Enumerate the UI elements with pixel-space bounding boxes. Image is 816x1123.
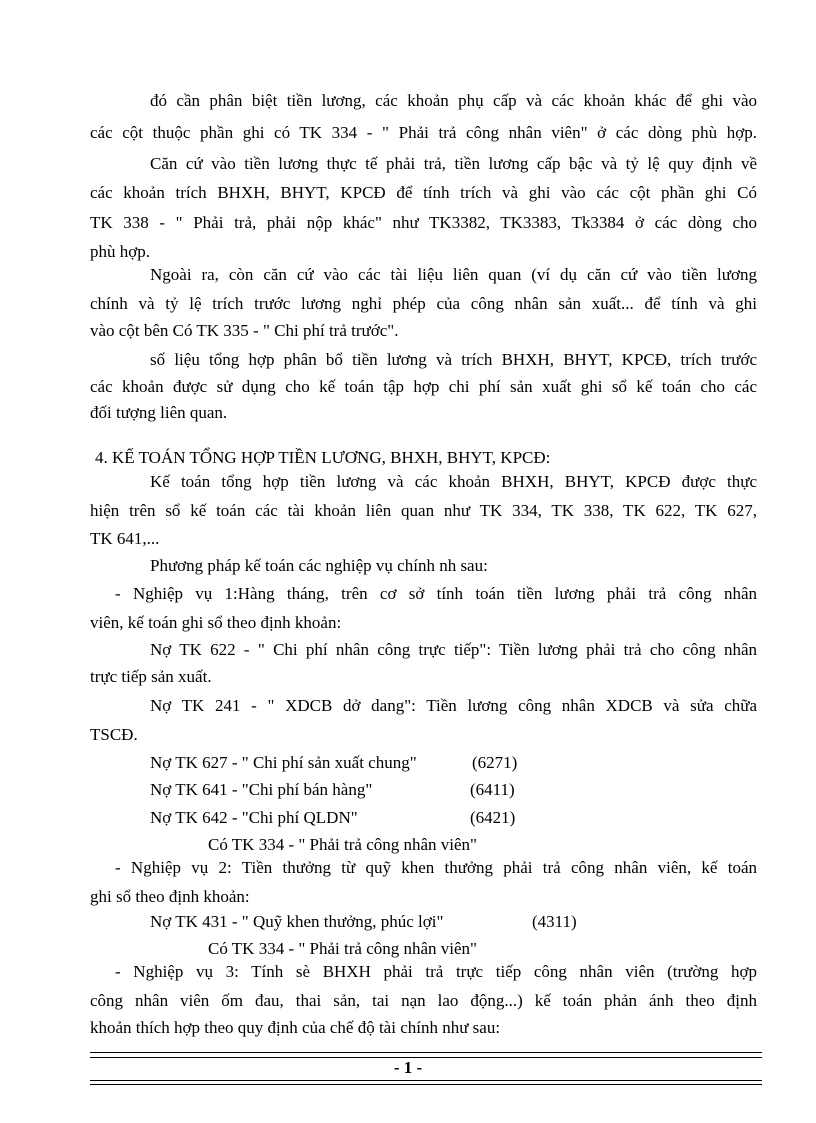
text-line: trực tiếp sản xuất. bbox=[90, 667, 212, 686]
text-line: Căn cứ vào tiền lương thực tế phải trả, tiền lương cấp bậc và tỷ lệ quy định về bbox=[150, 154, 757, 173]
entry-line: Nợ TK 627 - " Chi phí sản xuất chung" bbox=[150, 753, 417, 772]
entry-line: Có TK 334 - " Phải trả công nhân viên" bbox=[208, 939, 477, 958]
bullet-line: - Nghiệp vụ 3: Tính sè BHXH phải trả trực tiếp công nhân viên (trường hợp bbox=[115, 962, 757, 981]
entry-line: Nợ TK 642 - "Chi phí QLDN" bbox=[150, 808, 358, 827]
entry-line: Nợ TK 241 - " XDCB dở dang": Tiền lương công nhân XDCB và sửa chữa bbox=[150, 696, 757, 715]
entry-code: (4311) bbox=[532, 912, 577, 931]
bullet-line: - Nghiệp vụ 1:Hàng tháng, trên cơ sở tính toán tiền lương phải trả công nhân bbox=[115, 584, 757, 603]
text-line: các khoản được sử dụng cho kế toán tập hợp chi phí sản xuất ghi sổ kế toán cho các bbox=[90, 377, 757, 396]
text-line: viên, kế toán ghi sổ theo định khoản: bbox=[90, 613, 342, 632]
footer-rule bbox=[90, 1080, 762, 1081]
section-heading: 4. KẾ TOÁN TỔNG HỢP TIỀN LƯƠNG, BHXH, BHYT, KPCĐ: bbox=[95, 448, 551, 467]
text-line: các khoản trích BHXH, BHYT, KPCĐ để tính trích và ghi vào các cột phần ghi Có bbox=[90, 183, 757, 202]
entry-code: (6411) bbox=[470, 780, 515, 799]
footer-rule bbox=[90, 1052, 762, 1053]
page-number: - 1 - bbox=[393, 1058, 423, 1077]
bullet-line: - Nghiệp vụ 2: Tiền thưởng từ quỹ khen thưởng phải trả công nhân viên, kế toán bbox=[115, 858, 757, 877]
entry-line: Nợ TK 622 - " Chi phí nhân công trực tiếp": Tiền lương phải trả cho công nhân bbox=[150, 640, 757, 659]
text-line: chính và tỷ lệ trích trước lương nghỉ phép của công nhân sản xuất... để tính và ghi bbox=[90, 294, 757, 313]
entry-line: Nợ TK 431 - " Quỹ khen thưởng, phúc lợi" bbox=[150, 912, 444, 931]
entry-code: (6271) bbox=[472, 753, 518, 772]
text-line: TSCĐ. bbox=[90, 725, 138, 744]
text-line: Ngoài ra, còn căn cứ vào các tài liệu liên quan (ví dụ căn cứ vào tiền lương bbox=[150, 265, 757, 284]
text-line: số liệu tổng hợp phân bổ tiền lương và trích BHXH, BHYT, KPCĐ, trích trước bbox=[150, 350, 757, 369]
text-line: Kế toán tổng hợp tiền lương và các khoản BHXH, BHYT, KPCĐ được thực bbox=[150, 472, 757, 491]
text-line: vào cột bên Có TK 335 - " Chi phí trả trước". bbox=[90, 321, 399, 340]
text-line: TK 641,... bbox=[90, 529, 160, 548]
entry-line: Có TK 334 - " Phải trả công nhân viên" bbox=[208, 835, 477, 854]
text-line: khoản thích hợp theo quy định của chế độ tài chính như sau: bbox=[90, 1018, 501, 1037]
text-line: hiện trên sổ kế toán các tài khoản liên quan như TK 334, TK 338, TK 622, TK 627, bbox=[90, 501, 757, 520]
text-line: ghi sổ theo định khoản: bbox=[90, 887, 250, 906]
text-line: TK 338 - " Phải trả, phải nộp khác" như TK3382, TK3383, Tk3384 ở các dòng cho bbox=[90, 213, 757, 232]
footer-rule bbox=[90, 1084, 762, 1085]
text-line: đó cần phân biệt tiền lương, các khoản phụ cấp và các khoản khác để ghi vào bbox=[150, 91, 757, 110]
text-line: Phương pháp kế toán các nghiệp vụ chính nh sau: bbox=[150, 556, 488, 575]
text-line: công nhân viên ốm đau, thai sản, tai nạn lao động...) kế toán phản ánh theo định bbox=[90, 991, 757, 1010]
text-line: đối tượng liên quan. bbox=[90, 403, 228, 422]
entry-code: (6421) bbox=[470, 808, 516, 827]
text-line: phù hợp. bbox=[90, 242, 150, 261]
entry-line: Nợ TK 641 - "Chi phí bán hàng" bbox=[150, 780, 373, 799]
text-line: các cột thuộc phần ghi có TK 334 - " Phải trả công nhân viên" ở các dòng phù hợp. bbox=[90, 123, 757, 142]
